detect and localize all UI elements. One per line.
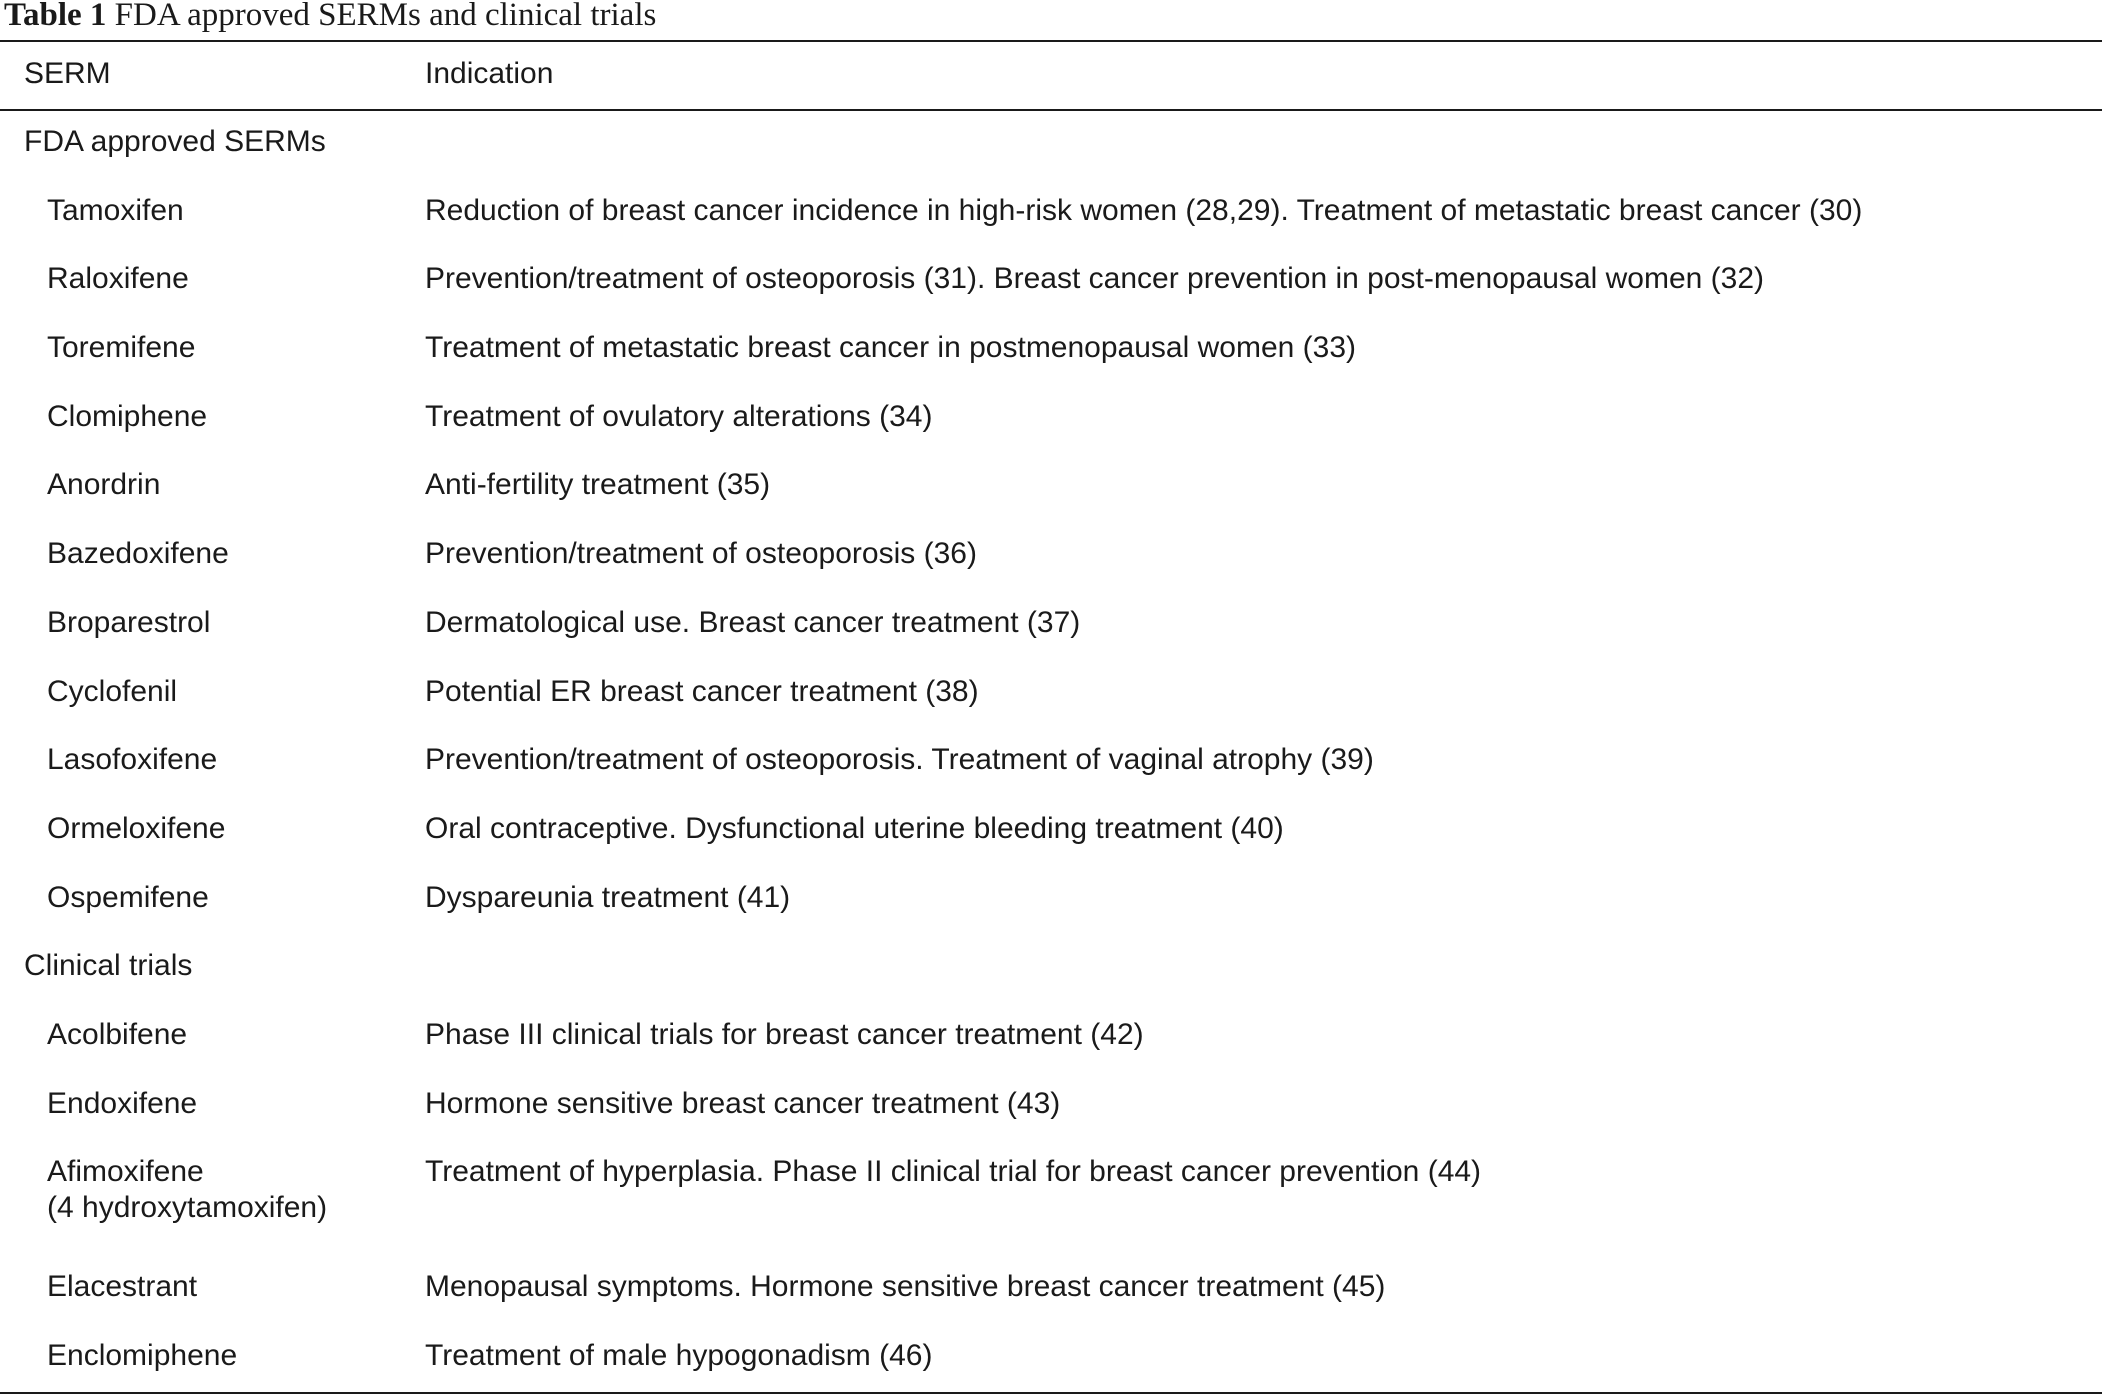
indication-cell: Prevention/treatment of osteoporosis (36) [425, 537, 977, 571]
table-row [0, 384, 2102, 453]
serm-name-note: (4 hydroxytamoxifen) [47, 1191, 328, 1225]
serm-cell: Elacestrant [47, 1270, 198, 1303]
table-row [0, 1254, 2102, 1323]
indication-cell: Oral contraceptive. Dysfunctional uterine bleeding treatment (40) [425, 811, 1284, 845]
section-title: Clinical trials [24, 949, 193, 983]
serm-cell: Clomiphene [47, 399, 208, 433]
serm-cell: Lasofoxifene [47, 743, 218, 777]
indication-cell: Prevention/treatment of osteoporosis. Treatment of vaginal atrophy (39) [425, 743, 1374, 777]
table-row [0, 178, 2102, 247]
table-row [0, 659, 2102, 728]
serm-cell: Bazedoxifene [47, 537, 229, 571]
table-row [0, 1071, 2102, 1140]
serm-cell: Tamoxifen [47, 193, 184, 227]
table-bottom-rule [0, 1392, 2102, 1394]
indication-cell: Anti-fertility treatment (35) [425, 468, 771, 502]
indication-cell: Treatment of ovulatory alterations (34) [425, 399, 933, 433]
serm-cell: Broparestrol [47, 605, 211, 639]
table-row [0, 590, 2102, 659]
serm-cell: Cyclofenil [47, 674, 178, 708]
table-row [0, 727, 2102, 796]
serm-cell: Ormeloxifene [47, 811, 226, 845]
serm-cell: Acolbifene [47, 1017, 188, 1051]
indication-cell: Prevention/treatment of osteoporosis (31). Breast cancer prevention in post-menopausal women (32) [425, 262, 1765, 296]
section-title: FDA approved SERMs [24, 125, 326, 158]
indication-cell: Phase III clinical trials for breast cancer treatment (42) [425, 1017, 1144, 1051]
indication-cell: Reduction of breast cancer incidence in high-risk women (28,29). Treatment of metastatic breast cancer (30) [425, 193, 1863, 227]
indication-cell: Hormone sensitive breast cancer treatment (43) [425, 1086, 1061, 1120]
indication-cell: Treatment of hyperplasia. Phase II clinical trial for breast cancer prevention (44) [425, 1155, 1482, 1189]
indication-cell: Treatment of male hypogonadism (46) [425, 1338, 933, 1372]
serm-cell [0, 1139, 425, 1254]
table-row [0, 865, 2102, 934]
table-row [0, 246, 2102, 315]
serm-cell: Enclomiphene [47, 1338, 238, 1372]
column-header-serm: SERM [24, 57, 111, 90]
table-caption [4, 0, 656, 38]
table-row [0, 315, 2102, 384]
indication-cell: Potential ER breast cancer treatment (38) [425, 674, 979, 708]
section-row-clinical-trials [0, 933, 2102, 1002]
serm-cell: Ospemifene [47, 880, 209, 914]
serm-table [0, 42, 2102, 1391]
table-row [0, 796, 2102, 865]
serm-cell: Toremifene [47, 331, 196, 365]
table-row [0, 452, 2102, 521]
section-row-fda-approved [0, 109, 2102, 178]
table-header-row [0, 42, 2102, 109]
table-row [0, 1002, 2102, 1071]
serm-name: Afimoxifene [47, 1155, 204, 1189]
column-header-indication: Indication [425, 57, 554, 90]
indication-cell: Menopausal symptoms. Hormone sensitive breast cancer treatment (45) [425, 1270, 1386, 1303]
serm-cell: Endoxifene [47, 1086, 198, 1120]
indication-cell: Dermatological use. Breast cancer treatment (37) [425, 605, 1081, 639]
serm-cell: Anordrin [47, 468, 161, 502]
table-caption-label: Table 1 [4, 0, 107, 33]
table-row [0, 1323, 2102, 1392]
table-row [0, 1139, 2102, 1254]
table-row [0, 521, 2102, 590]
indication-cell: Dyspareunia treatment (41) [425, 880, 791, 914]
table-caption-title: FDA approved SERMs and clinical trials [114, 0, 657, 33]
serm-cell: Raloxifene [47, 262, 189, 296]
indication-cell: Treatment of metastatic breast cancer in postmenopausal women (33) [425, 331, 1356, 365]
